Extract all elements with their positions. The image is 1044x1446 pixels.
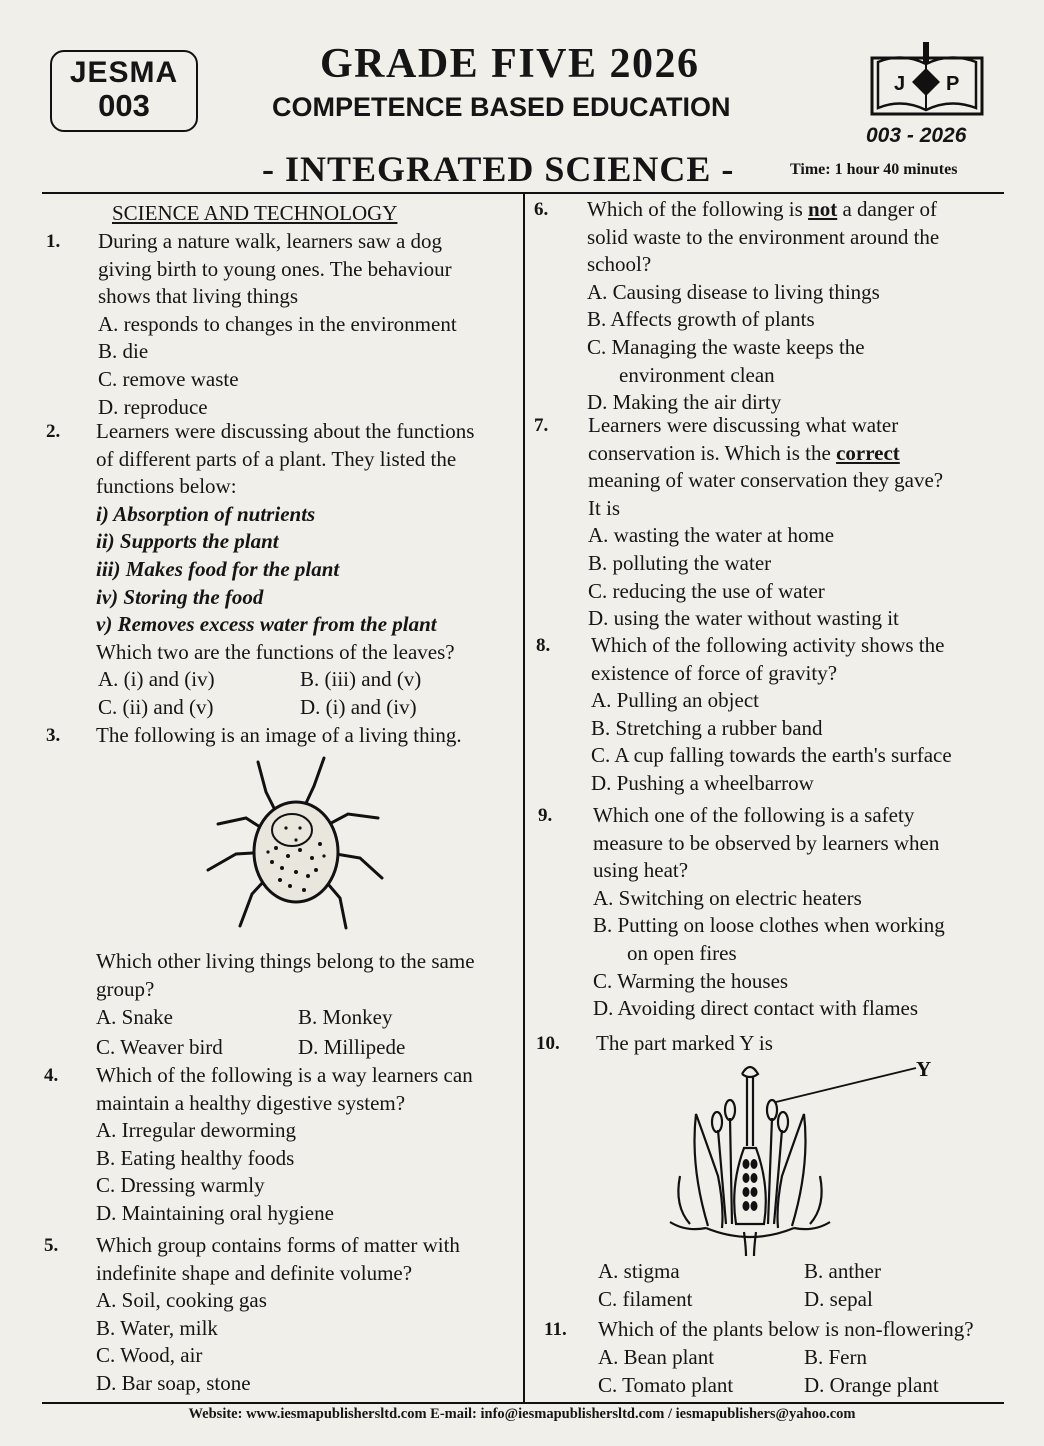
option-a[interactable]: A. stigma — [598, 1259, 680, 1283]
option-c[interactable]: C. filament — [598, 1287, 693, 1311]
option-b[interactable]: B. die — [98, 339, 149, 364]
option-c[interactable]: C. Tomato plant — [598, 1373, 734, 1397]
option-c[interactable]: C. Managing the waste keeps the — [587, 334, 865, 359]
subject-title: - INTEGRATED SCIENCE - — [262, 149, 735, 189]
question-text: indefinite shape and definite volume? — [96, 1260, 413, 1285]
option-c[interactable]: C. (ii) and (v) — [98, 695, 214, 719]
badge-publisher: JESMA — [69, 56, 179, 89]
question-text: giving birth to young ones. The behaviour — [98, 256, 452, 281]
question-text: existence of force of gravity? — [591, 660, 838, 685]
option-a[interactable]: A. Snake — [96, 1005, 173, 1029]
option-b[interactable]: B. anther — [804, 1259, 881, 1283]
emphasis-correct: correct — [836, 440, 900, 465]
question-text: During a nature walk, learners saw a dog — [98, 229, 443, 253]
question-number: 3. — [46, 725, 61, 746]
question-text: maintain a healthy digestive system? — [96, 1090, 406, 1115]
option-b[interactable]: B. Water, milk — [96, 1315, 218, 1340]
time-allowed: Time: 1 hour 40 minutes — [790, 161, 958, 178]
question-3-options — [96, 1004, 516, 1064]
option-b[interactable]: B. Putting on loose clothes when working — [593, 913, 945, 938]
question-number: 2. — [46, 421, 61, 442]
option-b[interactable]: B. Stretching a rubber band — [591, 715, 823, 740]
option-b-continued: on open fires — [627, 940, 737, 965]
section-title: SCIENCE AND TECHNOLOGY — [112, 201, 398, 225]
logo-letter-left: J — [894, 73, 906, 95]
option-d[interactable]: D. Millipede — [298, 1035, 406, 1059]
flower-diagram-icon — [660, 1056, 950, 1258]
question-number: 10. — [536, 1033, 560, 1054]
question-text: The part marked Y is — [596, 1031, 773, 1055]
option-d[interactable]: D. sepal — [804, 1287, 873, 1311]
logo-letter-right: P — [946, 73, 960, 95]
option-a[interactable]: A. responds to changes in the environment — [98, 311, 457, 336]
option-a[interactable]: A. Pulling an object — [591, 688, 759, 713]
option-a[interactable]: A. Bean plant — [598, 1345, 715, 1369]
function-item: iii) Makes food for the plant — [96, 556, 340, 581]
option-b[interactable]: B. Monkey — [298, 1005, 393, 1029]
question-text: using heat? — [593, 858, 689, 883]
option-d[interactable]: D. Avoiding direct contact with flames — [593, 996, 919, 1021]
function-item: ii) Supports the plant — [96, 529, 279, 554]
question-text: functions below: — [96, 474, 237, 499]
emphasis-not: not — [808, 197, 838, 221]
option-c[interactable]: C. Warming the houses — [593, 968, 789, 993]
option-d[interactable]: D. Pushing a wheelbarrow — [591, 770, 814, 795]
question-text: Which of the following is not a danger of — [587, 197, 937, 221]
option-a[interactable]: A. wasting the water at home — [588, 523, 835, 548]
question-text: group? — [96, 976, 155, 1001]
tick-image-icon — [196, 752, 396, 942]
option-a[interactable]: A. Switching on electric heaters — [593, 885, 862, 910]
badge-number: 003 — [98, 88, 150, 123]
option-c[interactable]: C. Dressing warmly — [96, 1173, 265, 1198]
question-number: 5. — [44, 1235, 59, 1256]
footer-divider — [42, 1402, 1004, 1404]
question-11 — [534, 1316, 1004, 1400]
option-d[interactable]: D. using the water without wasting it — [588, 606, 899, 631]
question-text: The following is an image of a living thing. — [96, 723, 462, 747]
option-d[interactable]: D. (i) and (iv) — [300, 695, 417, 719]
question-text: conservation is. Which is the correct — [588, 440, 900, 465]
option-a[interactable]: A. Soil, cooking gas — [96, 1288, 267, 1313]
option-b[interactable]: B. Affects growth of plants — [587, 307, 815, 332]
option-d[interactable]: D. reproduce — [98, 394, 208, 419]
option-b[interactable]: B. Eating healthy foods — [96, 1145, 295, 1170]
exam-subtitle: COMPETENCE BASED EDUCATION — [272, 92, 731, 122]
question-text: shows that living things — [98, 284, 299, 309]
question-number: 6. — [534, 199, 549, 220]
question-text: Which two are the functions of the leaves? — [96, 639, 455, 664]
question-text: Which of the following activity shows the — [591, 633, 945, 657]
question-number: 7. — [534, 415, 549, 436]
question-3-prompt — [96, 948, 516, 1003]
publisher-contact-footer: Website: www.iesmapublishersltd.com E-mail: info@iesmapublishersltd.com / iesmapublishers@yahoo.com — [188, 1406, 856, 1422]
question-number: 1. — [46, 231, 61, 252]
function-item: iv) Storing the food — [96, 584, 264, 609]
option-d[interactable]: D. Making the air dirty — [587, 390, 782, 415]
option-b[interactable]: B. (iii) and (v) — [300, 667, 422, 691]
option-d[interactable]: D. Maintaining oral hygiene — [96, 1200, 334, 1225]
option-a[interactable]: A. Irregular deworming — [96, 1118, 297, 1143]
option-d[interactable]: D. Bar soap, stone — [96, 1370, 251, 1395]
question-text: meaning of water conservation they gave? — [588, 468, 944, 493]
question-text: Which group contains forms of matter with — [96, 1233, 460, 1257]
question-number: 4. — [44, 1065, 59, 1086]
option-b[interactable]: B. Fern — [804, 1345, 867, 1369]
question-text: Which one of the following is a safety — [593, 803, 915, 827]
question-10-options — [598, 1258, 998, 1318]
question-text: It is — [588, 495, 621, 520]
question-number: 9. — [538, 805, 553, 826]
option-a[interactable]: A. (i) and (iv) — [98, 667, 215, 691]
question-text: solid waste to the environment around the — [587, 224, 940, 249]
question-text: Learners were discussing about the functions — [96, 419, 475, 443]
question-text: Which of the plants below is non-flowering? — [598, 1317, 974, 1341]
question-text: Learners were discussing what water — [588, 413, 899, 437]
option-c[interactable]: C. remove waste — [98, 366, 239, 391]
publisher-logo-icon — [866, 38, 988, 124]
question-number: 11. — [544, 1319, 567, 1340]
option-c[interactable]: C. reducing the use of water — [588, 578, 825, 603]
question-text: Which of the following is a way learners can — [96, 1063, 473, 1087]
option-c[interactable]: C. A cup falling towards the earth's surface — [591, 743, 952, 768]
option-c[interactable]: C. Weaver bird — [96, 1035, 223, 1059]
function-item: v) Removes excess water from the plant — [96, 612, 437, 637]
question-text: measure to be observed by learners when — [593, 830, 940, 855]
function-item: i) Absorption of nutrients — [96, 501, 316, 526]
question-number: 8. — [536, 635, 551, 656]
option-d[interactable]: D. Orange plant — [804, 1373, 939, 1397]
option-a[interactable]: A. Causing disease to living things — [587, 279, 880, 304]
paper-code: 003 - 2026 — [866, 124, 967, 147]
exam-title: GRADE FIVE 2026 — [320, 41, 700, 87]
column-divider — [523, 192, 525, 1402]
question-text: of different parts of a plant. They listed the — [96, 446, 457, 471]
diagram-label-y: Y — [916, 1057, 932, 1081]
option-c-continued: environment clean — [619, 362, 775, 387]
question-text: Which other living things belong to the same — [96, 949, 475, 973]
question-text: school? — [587, 252, 652, 277]
paper-badge — [50, 50, 198, 132]
option-b[interactable]: B. polluting the water — [588, 550, 772, 575]
option-c[interactable]: C. Wood, air — [96, 1343, 203, 1368]
